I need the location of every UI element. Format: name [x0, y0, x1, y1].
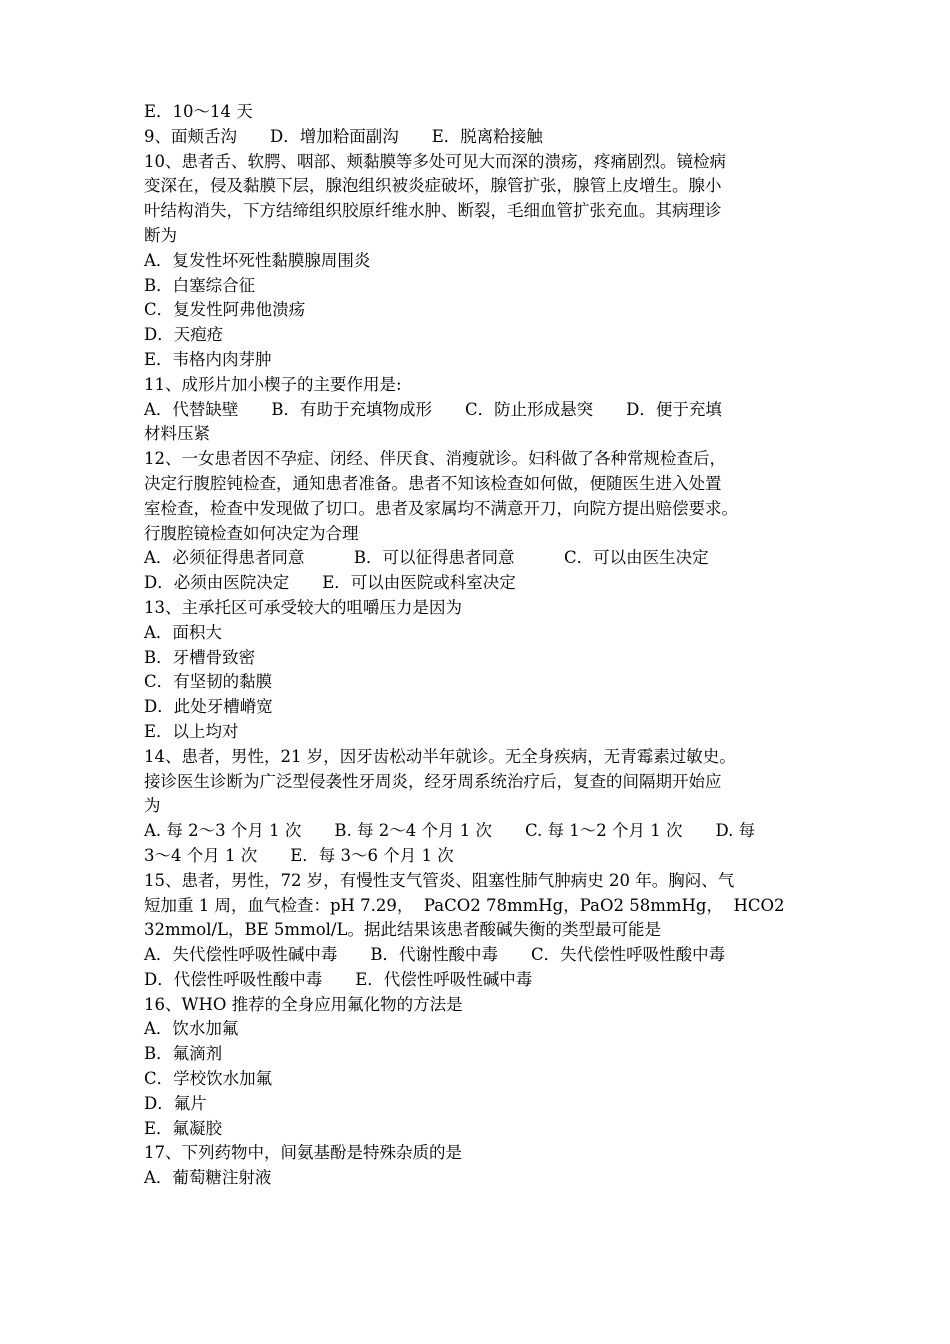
question-17-text: 17、下列药物中，间氨基酚是特殊杂质的是	[144, 1143, 462, 1163]
answer-option: A．葡萄糖注射液	[144, 1168, 272, 1188]
answer-option: B．氟滴剂	[144, 1044, 223, 1064]
answer-option: C．学校饮水加氟	[144, 1069, 273, 1089]
question-14-text: 14、患者，男性，21 岁，因牙齿松动半年就诊。无全身疾病，无青霉素过敏史。	[144, 746, 736, 766]
question-15-text: 32mmol/L，BE 5mmol/L。据此结果该患者酸碱失衡的类型最可能是	[144, 920, 661, 940]
answer-option: E．10～14 天	[144, 102, 253, 121]
question-15-text: 15、患者，男性，72 岁，有慢性支气管炎、阻塞性肺气肿病史 20 年。胸闷、气	[144, 870, 735, 890]
question-12-text: 12、一女患者因不孕症、闭经、伴厌食、消瘦就诊。妇科做了各种常规检查后，	[144, 449, 726, 469]
answer-option: A．饮水加氟	[144, 1019, 239, 1039]
answer-option: C．复发性阿弗他溃疡	[144, 300, 306, 320]
question-15-options: D．代偿性呼吸性酸中毒 E．代偿性呼吸性碱中毒	[144, 969, 533, 989]
question-14-options: A. 每 2～3 个月 1 次 B. 每 2～4 个月 1 次 C. 每 1～2 个月 1 次 D. 每	[144, 821, 756, 841]
question-9-options: 9、面颊舌沟 D．增加粭面副沟 E．脱离粭接触	[144, 126, 543, 146]
question-10-text: 断为	[144, 225, 177, 245]
question-14-text: 为	[144, 796, 161, 816]
answer-option: A．复发性坏死性黏膜腺周围炎	[144, 250, 371, 270]
question-16-text: 16、WHO 推荐的全身应用氟化物的方法是	[144, 994, 463, 1014]
question-12-text: 室检查，检查中发现做了切口。患者及家属均不满意开刀，向院方提出赔偿要求。	[144, 498, 738, 518]
answer-option: B．白塞综合征	[144, 275, 256, 295]
answer-option: E．以上均对	[144, 721, 239, 741]
answer-option: C．有坚韧的黏膜	[144, 672, 273, 692]
question-11-options: A．代替缺壁 B．有助于充填物成形 C．防止形成悬突 D．便于充填	[144, 399, 722, 419]
question-11-text: 11、成形片加小楔子的主要作用是:	[144, 374, 402, 394]
answer-option: D．此处牙槽嵴宽	[144, 697, 273, 717]
question-14-options: 3～4 个月 1 次 E．每 3～6 个月 1 次	[144, 845, 454, 865]
answer-option: B．牙槽骨致密	[144, 647, 256, 667]
question-15-options: A．失代偿性呼吸性碱中毒 B．代谢性酸中毒 C．失代偿性呼吸性酸中毒	[144, 945, 726, 965]
answer-option: E．韦格内肉芽肿	[144, 349, 272, 369]
question-12-options: A．必须征得患者同意 B．可以征得患者同意 C．可以由医生决定	[144, 548, 709, 568]
answer-option: E．氟凝胶	[144, 1118, 223, 1138]
answer-option: A．面积大	[144, 622, 222, 642]
question-12-text: 决定行腹腔钝检查，通知患者准备。患者不知该检查如何做，便随医生进入处置	[144, 473, 722, 493]
question-13-text: 13、主承托区可承受较大的咀嚼压力是因为	[144, 597, 462, 617]
question-10-text: 变深在，侵及黏膜下层，腺泡组织被炎症破坏，腺管扩张，腺管上皮增生。腺小	[144, 176, 722, 196]
question-15-text: 短加重 1 周，血气检查：pH 7.29， PaCO2 78mmHg，PaO2 58mmHg， HCO2	[144, 895, 785, 915]
question-14-text: 接诊医生诊断为广泛型侵袭性牙周炎，经牙周系统治疗后，复查的间隔期开始应	[144, 771, 722, 791]
question-10-text: 10、患者舌、软腭、咽部、颊黏膜等多处可见大而深的溃疡，疼痛剧烈。镜检病	[144, 151, 726, 171]
question-12-options: D．必须由医院决定 E．可以由医院或科室决定	[144, 573, 516, 593]
question-10-text: 叶结构消失，下方结缔组织胶原纤维水肿、断裂，毛细血管扩张充血。其病理诊	[144, 201, 722, 221]
answer-option: D．氟片	[144, 1093, 207, 1113]
question-12-text: 行腹腔镜检查如何决定为合理	[144, 523, 359, 543]
answer-option: D．天疱疮	[144, 325, 224, 345]
document-page	[144, 100, 814, 1191]
question-11-options: 材料压紧	[144, 424, 210, 444]
